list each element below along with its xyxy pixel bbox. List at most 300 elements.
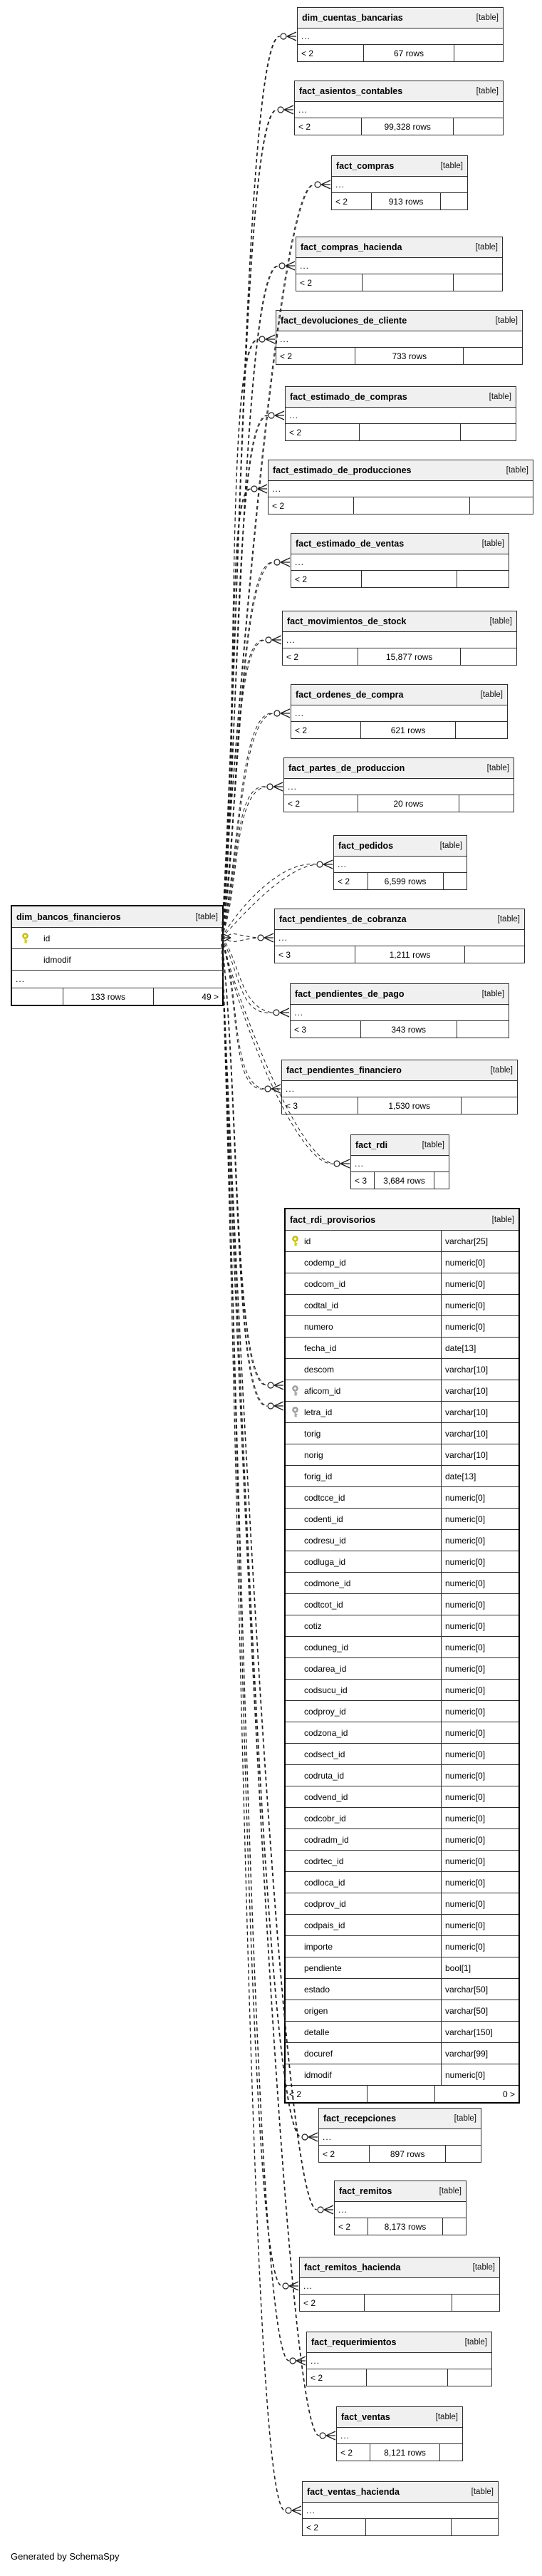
table-node-fact_pendientes_de_cobranza[interactable] [274, 909, 525, 963]
table-name: fact_rdi [355, 1140, 388, 1150]
footer-related-right [453, 274, 502, 291]
footer-related-right [439, 2444, 462, 2461]
table-name: fact_asientos_contables [299, 86, 403, 96]
column-type: varchar[150] [441, 2022, 518, 2042]
table-footer [291, 571, 509, 587]
column-row-codluga_id [286, 1551, 518, 1573]
table-type-tag: [table] [435, 2413, 458, 2421]
elided-columns-row [296, 258, 502, 274]
elided-columns-row [291, 554, 509, 571]
column-name: codprov_id [304, 1898, 346, 1909]
column-type: varchar[10] [441, 1359, 518, 1380]
column-row-codmone_id [286, 1573, 518, 1594]
column-row-norig [286, 1444, 518, 1466]
table-node-fact_rdi[interactable] [350, 1134, 449, 1189]
elided-columns-row [269, 481, 533, 497]
column-row-forig_id [286, 1466, 518, 1487]
column-row-codresu_id [286, 1530, 518, 1551]
column-type: date[13] [441, 1338, 518, 1358]
footer-rows-count: 20 rows [358, 795, 459, 812]
table-header [282, 1060, 517, 1081]
table-footer [269, 497, 533, 514]
zero-or-more-dot-marker [302, 2134, 308, 2140]
elided-columns-label: ... [306, 2505, 316, 2515]
crowfoot-marker-fact_ventas_hacienda [292, 2506, 301, 2515]
table-node-fact_ordenes_de_compra[interactable] [291, 684, 508, 739]
column-name: codtal_id [304, 1300, 339, 1310]
column-name: id [304, 1236, 311, 1246]
elided-columns-row [291, 705, 507, 722]
column-row-codtcce_id [286, 1487, 518, 1509]
relationship-edge-fact_asientos_contables [222, 110, 277, 938]
footer-rows-count: 133 rows [63, 988, 153, 1005]
column-name: cotiz [304, 1620, 322, 1631]
table-node-fact_ventas[interactable] [336, 2406, 463, 2461]
column-row-origen [286, 2000, 518, 2022]
relationship-edge-fact_rdi_provisorios [222, 938, 267, 1385]
column-type: numeric[0] [441, 1530, 518, 1551]
column-row-codzona_id [286, 1722, 518, 1744]
elided-columns-row [337, 2428, 462, 2444]
table-footer [282, 1097, 517, 1114]
column-name: codloca_id [304, 1877, 345, 1888]
table-footer [286, 424, 516, 440]
zero-or-more-dot-marker [269, 413, 274, 418]
footer-related-right [457, 571, 509, 587]
table-type-tag: [table] [481, 539, 504, 548]
elided-columns-label: ... [286, 1084, 296, 1094]
elided-columns-row [275, 930, 524, 946]
column-type: numeric[0] [441, 1808, 518, 1828]
column-row-codrtec_id [286, 1851, 518, 1872]
table-node-fact_movimientos_de_stock[interactable] [282, 611, 517, 666]
column-name: codproy_id [304, 1706, 346, 1717]
crowfoot-marker-fact_rdi [340, 1159, 350, 1168]
table-node-fact_compras_hacienda[interactable] [296, 237, 503, 291]
column-name: codtcce_id [304, 1492, 345, 1503]
footer-related-left: < 2 [295, 725, 308, 735]
footer-related-right [452, 2295, 499, 2311]
column-name: descom [304, 1364, 335, 1375]
elided-columns-row [282, 1081, 517, 1097]
elided-columns-row [300, 2278, 499, 2295]
table-node-fact_pendientes_de_pago[interactable] [290, 983, 509, 1038]
column-row-codruta_id [286, 1765, 518, 1786]
column-type: numeric[0] [441, 1615, 518, 1636]
relationship-edge-fact_ventas_hacienda [222, 938, 285, 2510]
footer-related-left: < 2 [301, 48, 314, 58]
column-name: codluga_id [304, 1556, 346, 1567]
column-name: coduneg_id [304, 1642, 349, 1652]
column-row-codcom_id [286, 1273, 518, 1295]
table-name: fact_ventas_hacienda [307, 2487, 400, 2497]
footer-rows-count [359, 424, 460, 440]
foreign-key-icon [291, 1407, 299, 1417]
table-type-tag: [table] [495, 316, 518, 325]
table-node-fact_requerimientos[interactable] [306, 2332, 492, 2386]
footer-rows-count: 6,599 rows [368, 873, 443, 889]
column-name: codarea_id [304, 1663, 347, 1674]
elided-columns-row [319, 2129, 481, 2146]
column-name: codmone_id [304, 1578, 351, 1588]
table-header [291, 984, 509, 1005]
column-type: varchar[10] [441, 1402, 518, 1422]
footer-related-left: < 3 [278, 949, 291, 960]
table-footer [276, 348, 522, 364]
table-footer [12, 988, 222, 1005]
crowfoot-marker-fact_asientos_contables [284, 105, 293, 114]
column-row-torig [286, 1423, 518, 1444]
table-header [337, 2407, 462, 2428]
table-footer [295, 118, 503, 135]
relationship-edge-fact_ordenes_de_compra [222, 713, 273, 938]
elided-columns-row [335, 2202, 466, 2218]
table-node-fact_estimado_de_ventas[interactable] [291, 533, 509, 588]
relationship-edge-fact_rdi_provisorios [222, 938, 267, 1406]
elided-columns-label: ... [289, 410, 299, 420]
table-node-fact_pendientes_financiero[interactable] [281, 1060, 518, 1114]
column-type: numeric[0] [441, 1786, 518, 1807]
footer-related-right [434, 1172, 449, 1189]
relationship-edge-fact_requerimientos [222, 938, 289, 2361]
table-type-tag: [table] [454, 2114, 476, 2123]
column-row-numero [286, 1316, 518, 1338]
column-name: letra_id [304, 1407, 333, 1417]
column-type: varchar[50] [441, 2000, 518, 2021]
zero-or-more-dot-marker [265, 1086, 271, 1092]
table-node-fact_partes_de_produccion[interactable] [283, 757, 514, 812]
table-footer [291, 722, 507, 738]
generated-by-note: Generated by SchemaSpy [11, 2551, 120, 2562]
footer-rows-count [361, 571, 457, 587]
column-row-idmodif [286, 2064, 518, 2086]
relationship-edge-fact_remitos_hacienda [222, 938, 282, 2286]
table-name: fact_estimado_de_compras [290, 392, 407, 402]
relationship-edge-fact_estimado_de_producciones [222, 489, 251, 938]
table-header [291, 534, 509, 554]
crowfoot-marker-fact_movimientos_de_stock [272, 636, 281, 644]
relationship-edge-fact_partes_de_produccion [222, 787, 266, 938]
table-name: fact_partes_de_produccion [288, 763, 405, 773]
relationship-edge-fact_pendientes_de_pago [222, 938, 273, 1013]
column-type: numeric[0] [441, 1252, 518, 1273]
footer-related-right: 49 > [153, 988, 222, 1005]
column-name: codtcot_id [304, 1599, 343, 1610]
table-type-tag: [table] [464, 2338, 487, 2347]
zero-or-more-dot-marker [274, 710, 280, 716]
footer-rows-count: 343 rows [360, 1021, 457, 1038]
elided-columns-label: ... [298, 105, 308, 115]
column-name: codcobr_id [304, 1813, 346, 1824]
crowfoot-marker-fact_rdi_provisorios [274, 1402, 283, 1410]
elided-columns-label: ... [294, 1008, 304, 1018]
table-footer [332, 193, 467, 210]
table-name: fact_estimado_de_producciones [273, 465, 412, 475]
elided-columns-label: ... [323, 2132, 333, 2142]
footer-related-left: < 3 [286, 1100, 298, 1111]
table-header [284, 758, 514, 779]
relationship-edge-fact_pendientes_de_cobranza [222, 938, 257, 942]
column-row-idmodif [12, 949, 222, 971]
column-type: numeric[0] [441, 1637, 518, 1657]
column-type: numeric[0] [441, 1915, 518, 1935]
column-type: numeric[0] [441, 1509, 518, 1529]
table-header [319, 2109, 481, 2129]
table-node-fact_pedidos[interactable] [333, 835, 467, 890]
column-row-cotiz [286, 1615, 518, 1637]
footer-related-left: < 2 [280, 351, 293, 361]
elided-columns-row [284, 779, 514, 795]
footer-related-right [463, 348, 522, 364]
footer-related-right [464, 946, 524, 963]
column-name: idmodif [304, 2069, 332, 2080]
relationship-edge-fact_compras_hacienda [222, 266, 278, 938]
table-type-tag: [table] [439, 842, 462, 850]
relationship-edge-fact_movimientos_de_stock [222, 640, 265, 938]
table-header [269, 460, 533, 481]
relationship-edge-fact_ordenes_de_compra [222, 713, 273, 938]
table-name: dim_bancos_financieros [16, 911, 121, 922]
column-type: numeric[0] [441, 1551, 518, 1572]
footer-related-right [455, 722, 507, 738]
table-node-fact_remitos[interactable] [334, 2181, 467, 2235]
elided-columns-label: ... [338, 859, 348, 869]
footer-related-right [460, 424, 516, 440]
table-node-fact_remitos_hacienda[interactable] [299, 2257, 500, 2312]
column-type: numeric[0] [441, 1829, 518, 1850]
footer-related-right [460, 648, 516, 665]
footer-related-left: < 2 [295, 574, 308, 584]
elided-columns-label: ... [303, 2281, 313, 2291]
elided-columns-row [351, 1156, 449, 1172]
footer-rows-count [367, 2086, 434, 2102]
table-type-tag: [table] [439, 2187, 462, 2195]
column-row-descom [286, 1359, 518, 1380]
column-name: codenti_id [304, 1514, 343, 1524]
table-node-fact_asientos_contables[interactable] [294, 81, 504, 135]
table-name: fact_ventas [341, 2412, 390, 2422]
elided-columns-label: ... [335, 180, 345, 190]
table-type-tag: [table] [497, 915, 520, 924]
relationship-edge-fact_asientos_contables [222, 110, 277, 938]
table-node-fact_ventas_hacienda[interactable] [302, 2481, 499, 2536]
table-type-tag: [table] [476, 87, 499, 95]
table-header [295, 81, 503, 102]
table-name: fact_pedidos [338, 841, 394, 851]
table-footer [286, 2086, 518, 2102]
relationship-edge-fact_devoluciones_de_cliente [222, 339, 259, 938]
table-node-fact_rdi_provisorios[interactable] [284, 1208, 520, 2104]
column-name: norig [304, 1449, 323, 1460]
footer-related-right [442, 2218, 466, 2235]
zero-or-more-dot-marker [283, 2283, 288, 2289]
crowfoot-marker-fact_pedidos [323, 860, 333, 869]
column-row-codtal_id [286, 1295, 518, 1316]
table-node-fact_compras[interactable] [331, 155, 468, 210]
crowfoot-marker-fact_pendientes_de_pago [280, 1008, 289, 1017]
column-name: codemp_id [304, 1257, 346, 1268]
relationship-edge-fact_pendientes_financiero [222, 938, 264, 1089]
table-name: fact_requerimientos [311, 2337, 397, 2347]
zero-or-more-dot-marker [267, 784, 273, 790]
zero-or-more-dot-marker [334, 1161, 340, 1167]
column-row-coduneg_id [286, 1637, 518, 1658]
table-footer [284, 795, 514, 812]
footer-related-right [443, 873, 467, 889]
column-name: codrtec_id [304, 1856, 344, 1866]
zero-or-more-dot-marker [281, 33, 286, 39]
column-type: varchar[25] [441, 1231, 518, 1251]
elided-columns-label: ... [295, 557, 305, 567]
table-footer [300, 2295, 499, 2311]
table-type-tag: [table] [490, 1066, 513, 1075]
crowfoot-marker-fact_recepciones [308, 2133, 318, 2141]
elided-columns-row [298, 29, 503, 45]
column-name: detalle [304, 2027, 330, 2037]
relationship-edge-fact_requerimientos [222, 938, 289, 2361]
table-type-tag: [table] [422, 1141, 444, 1149]
column-row-codvend_id [286, 1786, 518, 1808]
column-name: codzona_id [304, 1727, 348, 1738]
table-header [335, 2181, 466, 2202]
elided-columns-label: ... [288, 782, 298, 792]
column-row-codsucu_id [286, 1680, 518, 1701]
table-header [286, 1209, 518, 1231]
footer-rows-count: 99,328 rows [361, 118, 452, 135]
column-name: codcom_id [304, 1278, 346, 1289]
footer-related-left: < 2 [338, 876, 350, 886]
table-header [298, 8, 503, 29]
table-node-dim_cuentas_bancarias[interactable] [297, 7, 504, 62]
table-node-dim_bancos_financieros[interactable] [11, 905, 224, 1006]
table-name: fact_pendientes_financiero [286, 1065, 402, 1075]
table-name: fact_pendientes_de_pago [295, 989, 405, 999]
table-header [300, 2257, 499, 2278]
table-type-tag: [table] [486, 764, 509, 772]
elided-columns-row [307, 2353, 491, 2369]
column-name: codvend_id [304, 1791, 348, 1802]
table-name: fact_recepciones [323, 2114, 397, 2124]
table-node-fact_recepciones[interactable] [318, 2108, 481, 2163]
table-header [276, 311, 522, 331]
crowfoot-marker-fact_devoluciones_de_cliente [266, 335, 275, 343]
elided-columns-row [286, 408, 516, 424]
table-header [334, 836, 467, 857]
footer-rows-count: 621 rows [360, 722, 455, 738]
table-header [12, 906, 222, 928]
footer-rows-count [365, 2519, 452, 2535]
relationship-edge-fact_partes_de_produccion [222, 787, 266, 938]
relationship-edge-fact_estimado_de_ventas [222, 562, 273, 938]
footer-related-right [459, 795, 514, 812]
column-name: codruta_id [304, 1770, 345, 1781]
table-footer [337, 2444, 462, 2461]
footer-related-right [445, 2146, 481, 2162]
footer-rows-count [366, 2369, 447, 2386]
table-type-tag: [table] [491, 1215, 514, 1224]
elided-columns-row [291, 1005, 509, 1021]
column-type: numeric[0] [441, 1872, 518, 1893]
column-type: numeric[0] [441, 1573, 518, 1593]
table-footer [291, 1021, 509, 1038]
table-type-tag: [table] [471, 2488, 494, 2496]
footer-related-right [447, 2369, 491, 2386]
crowfoot-marker-fact_estimado_de_compras [275, 411, 284, 420]
column-type: numeric[0] [441, 1487, 518, 1508]
table-footer [334, 873, 467, 889]
column-type: numeric[0] [441, 1680, 518, 1700]
table-footer [319, 2146, 481, 2162]
elided-columns-label: ... [16, 974, 26, 984]
column-row-letra_id [286, 1402, 518, 1423]
footer-related-left: < 2 [272, 500, 285, 511]
column-name: fecha_id [304, 1343, 337, 1353]
crowfoot-marker-fact_ordenes_de_compra [281, 709, 290, 718]
column-row-codenti_id [286, 1509, 518, 1530]
relationship-edge-fact_pendientes_de_pago [222, 938, 273, 1013]
column-type: numeric[0] [441, 1701, 518, 1722]
elided-columns-row [303, 2503, 498, 2519]
zero-or-more-dot-marker [278, 107, 283, 113]
column-type: numeric[0] [441, 1936, 518, 1957]
column-name: torig [304, 1428, 321, 1439]
footer-related-left: < 2 [306, 2522, 319, 2533]
crowfoot-marker-fact_pendientes_financiero [271, 1085, 281, 1093]
table-node-fact_estimado_de_producciones[interactable] [268, 460, 533, 514]
relationship-edge-fact_estimado_de_producciones [222, 489, 251, 938]
footer-related-left: < 2 [289, 2089, 302, 2099]
column-row-codloca_id [286, 1872, 518, 1893]
relationship-edge-fact_ventas_hacienda [222, 938, 285, 2510]
column-name: estado [304, 1984, 330, 1995]
table-name: fact_movimientos_de_stock [287, 616, 407, 626]
column-name: aficom_id [304, 1385, 341, 1396]
column-type: varchar[99] [441, 2043, 518, 2064]
column-row-estado [286, 1979, 518, 2000]
column-type: numeric[0] [441, 1295, 518, 1315]
column-type: numeric[0] [441, 1893, 518, 1914]
column-row-codemp_id [286, 1252, 518, 1273]
crowfoot-marker-fact_compras_hacienda [286, 262, 295, 270]
crowfoot-marker-fact_remitos [324, 2205, 333, 2214]
table-type-tag: [table] [195, 912, 218, 921]
table-node-fact_devoluciones_de_cliente[interactable] [276, 310, 523, 365]
elided-columns-row [295, 102, 503, 118]
zero-or-more-dot-marker [259, 336, 265, 342]
column-type: numeric[0] [441, 1851, 518, 1871]
elided-columns-row [332, 177, 467, 193]
column-type: numeric[0] [441, 1594, 518, 1615]
table-header [307, 2332, 491, 2353]
column-name: idmodif [43, 954, 71, 965]
elided-columns-label: ... [272, 484, 282, 494]
foreign-key-icon [291, 1385, 299, 1396]
table-type-tag: [table] [489, 617, 512, 626]
footer-rows-count: 897 rows [369, 2146, 445, 2162]
footer-rows-count: 1,211 rows [355, 946, 464, 963]
relationship-edge-fact_estimado_de_compras [222, 415, 268, 938]
table-node-fact_estimado_de_compras[interactable] [285, 386, 516, 441]
footer-related-left: < 2 [286, 651, 299, 662]
table-name: fact_compras [336, 161, 395, 171]
table-footer [335, 2218, 466, 2235]
table-footer [307, 2369, 491, 2386]
elided-columns-label: ... [300, 261, 310, 271]
column-row-codcobr_id [286, 1808, 518, 1829]
elided-columns-row [334, 857, 467, 873]
table-type-tag: [table] [475, 243, 498, 252]
elided-columns-label: ... [311, 2356, 320, 2366]
